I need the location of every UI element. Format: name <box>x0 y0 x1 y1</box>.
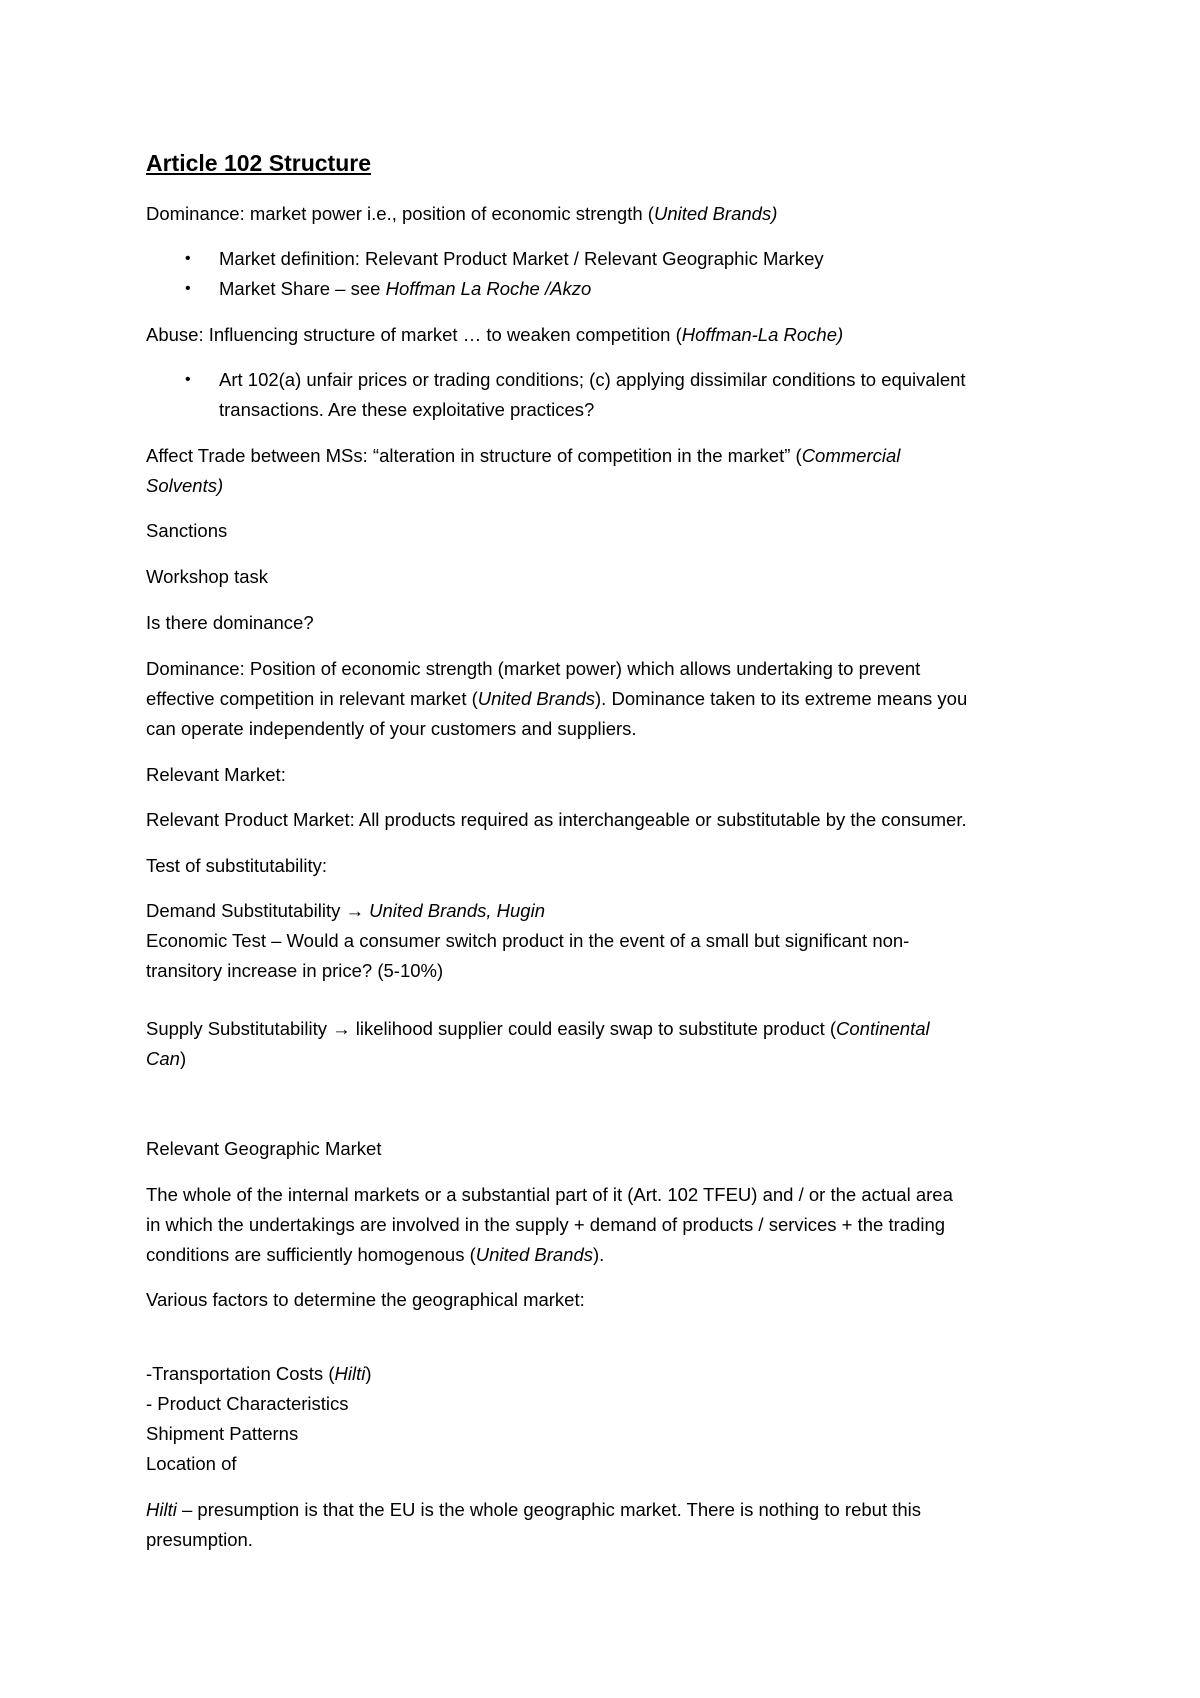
bullet-text: Market Share – see <box>219 278 386 299</box>
bullet-icon: • <box>185 250 191 267</box>
hilti-line1 <box>146 1499 921 1521</box>
case-reference: United Brands, Hugin <box>364 900 545 921</box>
supply-substitutability-line2 <box>146 1048 186 1070</box>
text-span: ). <box>593 1244 605 1265</box>
arrow-right-icon: → <box>345 900 364 921</box>
case-reference: Solvents) <box>146 475 224 496</box>
affect-trade-line1 <box>146 445 900 467</box>
relevant-geographic-market-heading: Relevant Geographic Market <box>146 1138 382 1159</box>
dominance-def-line1: Dominance: Position of economic strength (market power) which allows undertaking to prevent <box>146 658 921 679</box>
text-span: ) <box>365 1363 372 1384</box>
supply-substitutability-line1 <box>146 1018 930 1040</box>
affect-trade-line2 <box>146 475 223 497</box>
text-span: ) <box>179 1048 187 1069</box>
case-reference: Can <box>146 1048 180 1069</box>
factors-intro-line: Various factors to determine the geographical market: <box>146 1289 585 1310</box>
rgm-def-line3 <box>146 1244 604 1266</box>
relevant-product-market-line: Relevant Product Market: All products required as interchangeable or substitutable by the consumer. <box>146 809 967 830</box>
sanctions-heading: Sanctions <box>146 520 228 541</box>
case-reference: Hoffman La Roche /Akzo <box>385 278 592 299</box>
bullet-item: Market definition: Relevant Product Market / Relevant Geographic Markey <box>219 248 824 269</box>
dominance-def-line3: can operate independently of your customers and suppliers. <box>146 718 637 739</box>
affect-trade-text: Affect Trade between MSs: “alteration in structure of competition in the market” ( <box>146 445 802 466</box>
hilti-line2: presumption. <box>146 1529 253 1550</box>
arrow-right-icon: → <box>332 1018 351 1039</box>
text-span: – presumption is that the EU is the whole geographic market. There is nothing to rebut this <box>176 1499 922 1520</box>
question-line: Is there dominance? <box>146 612 314 633</box>
case-reference: United Brands <box>475 1244 594 1265</box>
case-reference: Hilti <box>146 1499 177 1520</box>
case-reference: United Brands <box>477 688 596 709</box>
case-reference: Hoffman-La Roche) <box>681 324 844 345</box>
test-substitutability-heading: Test of substitutability: <box>146 855 327 876</box>
text-span: -Transportation Costs ( <box>146 1363 335 1384</box>
dominance-def-line2 <box>146 688 967 710</box>
abuse-line <box>146 324 843 346</box>
text-span: effective competition in relevant market ( <box>146 688 478 709</box>
bullet-icon: • <box>185 280 191 297</box>
factor-shipment-patterns: Shipment Patterns <box>146 1423 299 1444</box>
bullet-icon: • <box>185 371 191 388</box>
factor-transportation <box>146 1363 372 1385</box>
case-reference: Hilti <box>334 1363 366 1384</box>
text-span: Supply Substitutability <box>146 1018 333 1039</box>
workshop-heading: Workshop task <box>146 566 269 587</box>
relevant-market-heading: Relevant Market: <box>146 764 286 785</box>
text-span: likelihood supplier could easily swap to substitute product ( <box>350 1018 837 1039</box>
dominance-line <box>146 203 777 225</box>
case-reference: Continental <box>836 1018 930 1039</box>
bullet-item <box>219 278 591 300</box>
factor-location: Location of <box>146 1453 237 1474</box>
factor-product-characteristics: - Product Characteristics <box>146 1393 349 1414</box>
text-span: ). Dominance taken to its extreme means you <box>595 688 968 709</box>
case-reference: United Brands) <box>653 203 778 224</box>
demand-substitutability-line <box>146 900 545 922</box>
page-title: Article 102 Structure <box>146 150 371 176</box>
text-span: Demand Substitutability <box>146 900 346 921</box>
rgm-def-line2: in which the undertakings are involved in the supply + demand of products / services + the trading <box>146 1214 946 1235</box>
abuse-bullet-line1: Art 102(a) unfair prices or trading conditions; (c) applying dissimilar conditions to equivalent <box>219 369 966 390</box>
abuse-text: Abuse: Influencing structure of market … to weaken competition ( <box>146 324 682 345</box>
economic-test-line1: Economic Test – Would a consumer switch product in the event of a small but significant non- <box>146 930 910 951</box>
rgm-def-line1: The whole of the internal markets or a substantial part of it (Art. 102 TFEU) and / or the actual area <box>146 1184 953 1205</box>
case-reference: Commercial <box>801 445 901 466</box>
economic-test-line2: transitory increase in price? (5-10%) <box>146 960 444 981</box>
dominance-text: Dominance: market power i.e., position of economic strength ( <box>146 203 654 224</box>
text-span: conditions are sufficiently homogenous ( <box>146 1244 476 1265</box>
abuse-bullet-line2: transactions. Are these exploitative practices? <box>219 399 595 420</box>
